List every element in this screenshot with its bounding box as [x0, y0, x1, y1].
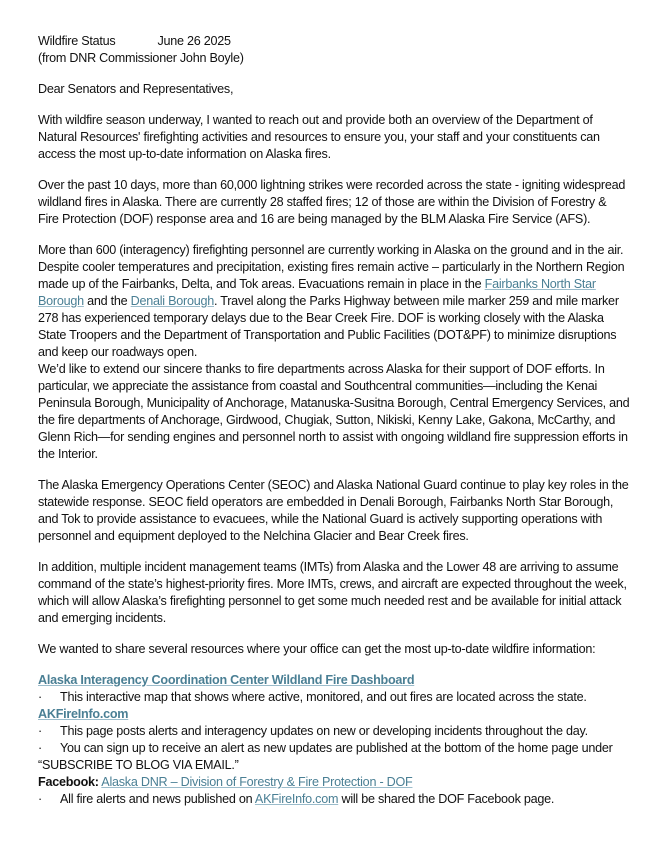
doc-date: June 26 2025	[157, 34, 231, 48]
link-wildland-fire-dashboard[interactable]: Alaska Interagency Coordination Center Wildland Fire Dashboard	[38, 673, 415, 687]
text: All fire alerts and news published on	[60, 792, 255, 806]
doc-from: (from DNR Commissioner John Boyle)	[38, 51, 244, 65]
paragraph-overview: With wildfire season underway, I wanted to reach out and provide both an overview of the Department of Natural Resources' firefighting activities and resources to ensure you, your staff and your constituents can access the most up-to-date information on Alaska fires.	[38, 113, 600, 161]
letter-body	[38, 33, 630, 808]
link-fairbanks-north-star-borough[interactable]: Fairbanks North Star Borough	[38, 277, 596, 308]
text: You can sign up to receive an alert as new updates are published at the bottom of the home page under “SUBSCRIBE TO BLOG VIA EMAIL.”	[38, 741, 613, 772]
facebook-label: Facebook:	[38, 775, 99, 789]
link-facebook-dof[interactable]: Alaska DNR – Division of Forestry & Fire Protection - DOF	[101, 775, 413, 789]
list-item	[38, 791, 630, 808]
bullet-icon: ·	[38, 792, 42, 806]
doc-title: Wildfire Status	[38, 34, 116, 48]
text: More than 600 (interagency) firefighting personnel are currently working in Alaska on the ground and in the air. Despite cooler temperatures and precipitation, existing fires remain active – particularly in the Northern Region made up of the Fairbanks, Delta, and Tok areas. Evacuations remain in place in the	[38, 243, 625, 291]
paragraph-resources-intro: We wanted to share several resources where your office can get the most up-to-date wildfire information:	[38, 642, 596, 656]
facebook-line	[38, 774, 630, 791]
list-item	[38, 689, 630, 706]
paragraph-thanks: We’d like to extend our sincere thanks to fire departments across Alaska for their support of DOF efforts. In particular, we appreciate the assistance from coastal and Southcentral communities—including the Kenai Peninsula Borough, Municipality of Anchorage, Matanuska-Susitna Borough, Central Emergency Services, and the fire departments of Anchorage, Girdwood, Chugiak, Sutton, Nikiski, Kenny Lake, Gakona, McCarthy, and Glenn Rich—for sending engines and personnel north to assist with ongoing wildland fire suppression efforts in the Interior.	[38, 362, 630, 461]
header-line	[38, 33, 630, 50]
paragraph-seoc: The Alaska Emergency Operations Center (SEOC) and Alaska National Guard continue to play key roles in the statewide response. SEOC field operators are embedded in Denali Borough, Fairbanks North Star Borough, and Tok to provide assistance to evacuees, while the National Guard is actively supporting operations with personnel and equipment deployed to the Nelchina Glacier and Bear Creek fires.	[38, 478, 629, 543]
bullet-icon: ·	[38, 741, 42, 755]
bullet-icon: ·	[38, 690, 42, 704]
salutation: Dear Senators and Representatives,	[38, 82, 234, 96]
link-denali-borough[interactable]: Denali Borough	[130, 294, 214, 308]
text: . Travel along the Parks Highway between mile marker 259 and mile marker 278 has experienced temporary delays due to the Bear Creek Fire. DOF is working closely with the Alaska State Troopers and the Department of Transportation and Public Facilities (DOT&PF) to minimize disruptions and keep our roadways open.	[38, 294, 619, 359]
list-item	[38, 740, 630, 774]
link-akfireinfo[interactable]: AKFireInfo.com	[38, 707, 129, 721]
paragraph-personnel	[38, 242, 630, 361]
link-akfireinfo-inline[interactable]: AKFireInfo.com	[254, 792, 339, 806]
resources-list	[38, 672, 630, 808]
paragraph-imts: In addition, multiple incident management teams (IMTs) from Alaska and the Lower 48 are arriving to assume command of the state’s highest-priority fires. More IMTs, crews, and aircraft are expected throughout the week, which will allow Alaska’s firefighting personnel to get some much needed rest and be available for initial attack and emerging incidents.	[38, 560, 627, 625]
bullet-icon: ·	[38, 724, 42, 738]
paragraph-lightning: Over the past 10 days, more than 60,000 lightning strikes were recorded across the state - igniting widespread wildland fires in Alaska. There are currently 28 staffed fires; 12 of those are within the Division of Forestry & Fire Protection (DOF) response area and 16 are being managed by the BLM Alaska Fire Service (AFS).	[38, 178, 626, 226]
text: and the	[83, 294, 131, 308]
text: This interactive map that shows where active, monitored, and out fires are located across the state.	[60, 690, 587, 704]
text: This page posts alerts and interagency updates on new or developing incidents throughout the day.	[60, 724, 588, 738]
list-item	[38, 723, 630, 740]
text: will be shared the DOF Facebook page.	[338, 792, 555, 806]
